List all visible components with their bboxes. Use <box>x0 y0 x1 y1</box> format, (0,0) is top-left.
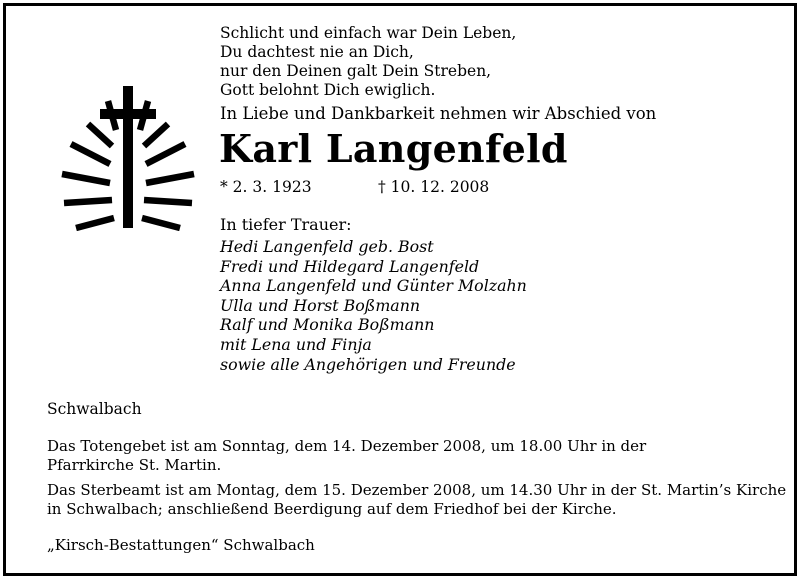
mourners-list <box>220 237 527 374</box>
prayer-line: Das Totengebet ist am Sonntag, dem 14. Dezember 2008, um 18.00 Uhr in der <box>47 437 647 455</box>
requiem-line: Das Sterbeamt ist am Montag, dem 15. Dezember 2008, um 14.30 Uhr in der St. Martin’s Kirche <box>47 481 787 499</box>
mourner-line: Hedi Langenfeld geb. Bost <box>220 237 434 256</box>
prayer-info <box>47 437 646 474</box>
poem-line: Schlicht und einfach war Dein Leben, <box>220 24 517 42</box>
poem-line: Du dachtest nie an Dich, <box>220 43 414 61</box>
undertaker: „Kirsch-Bestattungen“ Schwalbach <box>47 536 315 554</box>
poem-line: nur den Deinen galt Dein Streben, <box>220 62 492 80</box>
mourner-line: sowie alle Angehörigen und Freunde <box>220 354 516 374</box>
deceased-name: Karl Langenfeld <box>219 126 568 171</box>
requiem-line: in Schwalbach; anschließend Beerdigung auf dem Friedhof bei der Kirche. <box>47 499 617 518</box>
death-date: † 10. 12. 2008 <box>378 178 490 196</box>
poem <box>220 24 516 100</box>
prayer-line: Pfarrkirche St. Martin. <box>47 455 222 474</box>
poem-line: Gott belohnt Dich ewiglich. <box>220 81 436 99</box>
intro-text: In Liebe und Dankbarkeit nehmen wir Abschied von <box>220 104 657 123</box>
mourner-line: Anna Langenfeld und Günter Molzahn <box>220 276 527 296</box>
mourner-line: Ralf und Monika Boßmann <box>220 315 435 335</box>
birth-date: * 2. 3. 1923 <box>220 178 312 196</box>
mourner-line: Fredi und Hildegard Langenfeld <box>220 256 480 276</box>
mourner-line: Ulla und Horst Boßmann <box>220 295 421 315</box>
mourning-heading: In tiefer Trauer: <box>220 215 352 234</box>
requiem-info <box>47 481 786 518</box>
mourner-line: mit Lena und Finja <box>220 334 372 354</box>
cross-with-rays-icon <box>58 86 200 231</box>
place: Schwalbach <box>47 400 142 418</box>
